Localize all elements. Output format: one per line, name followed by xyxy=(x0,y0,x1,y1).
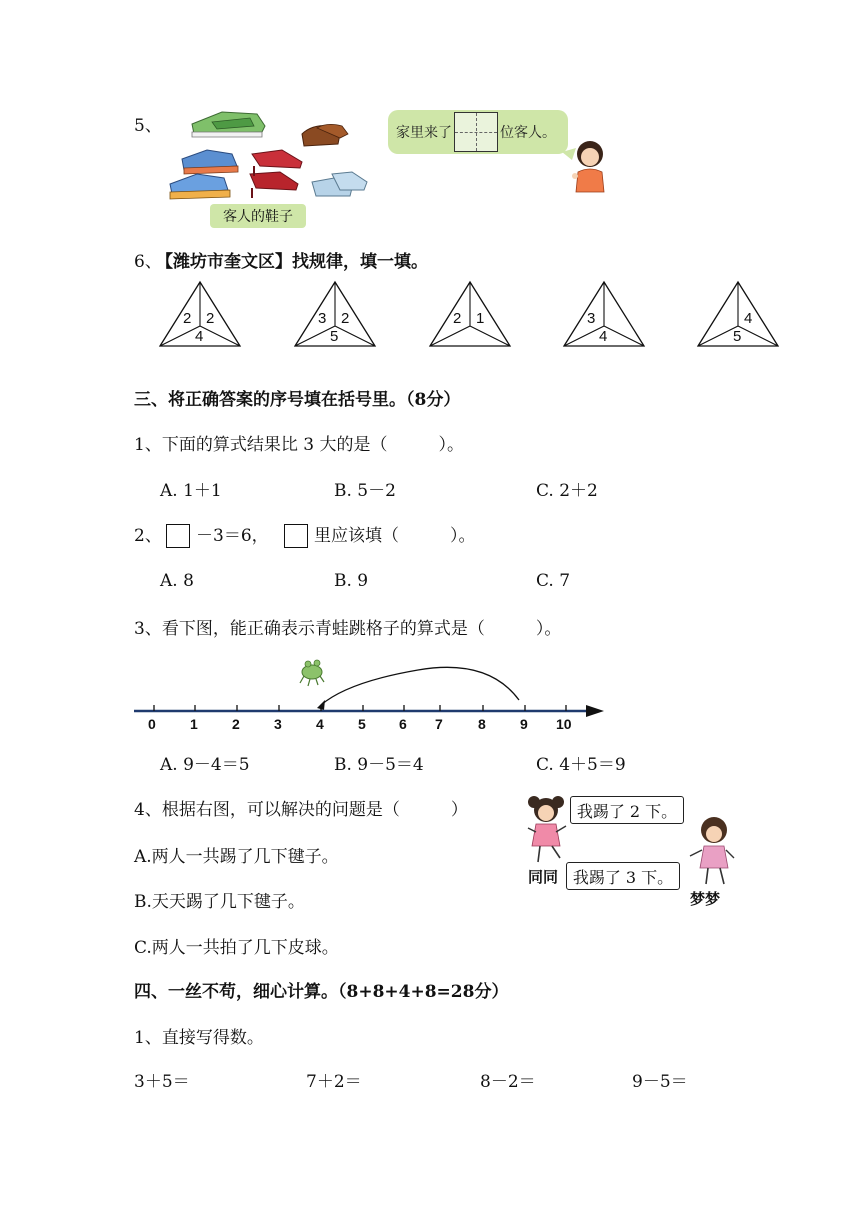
green-sneaker-icon xyxy=(192,112,265,137)
s3-q2-blank-box-1[interactable] xyxy=(166,524,190,548)
tick-label-7: 7 xyxy=(435,716,443,732)
calc-item-3: 8－2＝ xyxy=(480,1072,536,1092)
s3-q3-option-b[interactable]: B. 9－5＝4 xyxy=(334,755,424,775)
s3-q4-option-a[interactable]: A.两人一共踢了几下毽子。 xyxy=(134,847,339,867)
s3-q4-option-b[interactable]: B.天天踢了几下毽子。 xyxy=(134,892,305,912)
s3-q4-option-c[interactable]: C.两人一共拍了几下皮球。 xyxy=(134,938,339,958)
mengmeng-girl-icon xyxy=(690,817,734,884)
tongtong-girl-icon xyxy=(528,796,566,862)
bubble-text-after: 位客人。 xyxy=(500,125,556,141)
s3-q2-middle: －3＝6， xyxy=(196,526,269,546)
tri2-left: 3 xyxy=(318,310,327,327)
tri4-bottom: 4 xyxy=(599,328,608,345)
name-tongtong: 同同 xyxy=(528,868,559,886)
tick-label-9: 9 xyxy=(520,716,528,732)
speech-box-1: 我踢了 2 下。 xyxy=(570,796,684,824)
s3-q4-text: 4、根据右图，可以解决的问题是（ ） xyxy=(134,800,468,820)
tick-label-2: 2 xyxy=(232,716,240,732)
s3-q3-option-c[interactable]: C. 4＋5＝9 xyxy=(536,755,626,775)
brown-shoe-icon xyxy=(302,124,348,146)
tick-label-5: 5 xyxy=(358,716,366,732)
tri3-right: 1 xyxy=(476,310,485,327)
tick-label-0: 0 xyxy=(148,716,156,732)
bubble-text-before: 家里来了 xyxy=(396,125,452,141)
tri1-right: 2 xyxy=(206,310,215,327)
tick-label-10: 10 xyxy=(556,716,572,732)
tri1-bottom: 4 xyxy=(195,328,204,345)
calc-item-4: 9－5＝ xyxy=(632,1072,688,1092)
s4-q1-text: 1、直接写得数。 xyxy=(134,1028,264,1048)
s3-q3-option-a[interactable]: A. 9－4＝5 xyxy=(160,755,250,775)
tri5-bottom: 5 xyxy=(733,328,742,345)
tri4-left: 3 xyxy=(587,310,596,327)
tick-label-3: 3 xyxy=(274,716,282,732)
tri2-right: 2 xyxy=(341,310,350,327)
s3-q2-option-c[interactable]: C. 7 xyxy=(536,571,571,591)
s3-q1-option-c[interactable]: C. 2＋2 xyxy=(536,481,598,501)
shoes-caption: 客人的鞋子 xyxy=(210,204,306,228)
tri1-left: 2 xyxy=(183,310,192,327)
q5-number: 5、 xyxy=(134,116,162,136)
speech-box-2: 我踢了 3 下。 xyxy=(566,862,680,890)
s3-q2-blank-box-2 xyxy=(284,524,308,548)
answer-box[interactable] xyxy=(454,112,498,152)
tick-labels xyxy=(128,716,614,736)
tri5-right: 4 xyxy=(744,310,753,327)
speech-bubble xyxy=(388,110,568,154)
section4-title: 四、一丝不苟，细心计算。（8+8+4+8=28分） xyxy=(134,982,509,1002)
tick-label-8: 8 xyxy=(478,716,486,732)
q6-number: 6、 xyxy=(134,252,162,272)
light-blue-shoe-icon xyxy=(312,172,367,196)
calc-item-2: 7＋2＝ xyxy=(306,1072,362,1092)
tick-label-1: 1 xyxy=(190,716,198,732)
triangle-pattern xyxy=(150,278,790,354)
calc-item-1: 3＋5＝ xyxy=(134,1072,190,1092)
tick-label-6: 6 xyxy=(399,716,407,732)
s3-q2-prefix: 2、 xyxy=(134,526,162,546)
colorful-sneaker-icon xyxy=(170,150,238,199)
section3-title: 三、将正确答案的序号填在括号里。（8分） xyxy=(134,390,461,410)
tick-label-4: 4 xyxy=(316,716,324,732)
frog-icon xyxy=(300,660,324,686)
s3-q2-option-b[interactable]: B. 9 xyxy=(334,571,369,591)
tri2-bottom: 5 xyxy=(330,328,339,345)
s3-q2-suffix: 里应该填（ ）。 xyxy=(314,526,476,546)
s3-q2-option-a[interactable]: A. 8 xyxy=(160,571,194,591)
s3-q1-text: 1、下面的算式结果比 3 大的是（ ）。 xyxy=(134,435,464,455)
girl-icon xyxy=(562,138,612,194)
red-heel-icon xyxy=(250,150,302,198)
jump-arc xyxy=(321,667,519,705)
s3-q3-text: 3、看下图，能正确表示青蛙跳格子的算式是（ ）。 xyxy=(134,619,562,639)
tri3-left: 2 xyxy=(453,310,462,327)
s3-q1-option-a[interactable]: A. 1＋1 xyxy=(160,481,222,501)
s3-q1-option-b[interactable]: B. 5－2 xyxy=(334,481,396,501)
name-mengmeng: 梦梦 xyxy=(690,890,721,908)
q6-text: 【潍坊市奎文区】找规律，填一填。 xyxy=(156,252,428,272)
triangle-3 xyxy=(430,282,510,346)
